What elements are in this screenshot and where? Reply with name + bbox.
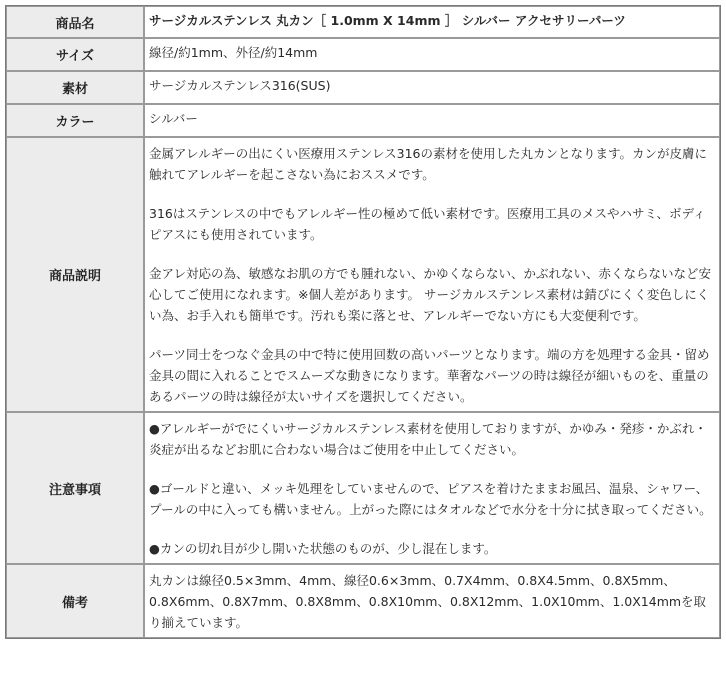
spec-label-size: サイズ xyxy=(6,38,144,71)
spec-label-remarks: 備考 xyxy=(6,564,144,638)
spec-row-remarks xyxy=(6,564,720,638)
product-spec-table xyxy=(5,5,721,639)
spec-value-description xyxy=(144,137,720,412)
spec-row-notes xyxy=(6,412,720,564)
description-paragraph: 316はステンレスの中でもアレルギー性の極めて低い素材です。医療用工具のメスやハサミ、ボディピアスにも使用されています。 xyxy=(149,206,706,242)
spec-value-size: 線径/約1mm、外径/約14mm xyxy=(144,38,720,71)
spec-row-size xyxy=(6,38,720,71)
spec-row-color xyxy=(6,104,720,137)
spec-label-description: 商品説明 xyxy=(6,137,144,412)
spec-label-name: 商品名 xyxy=(6,6,144,38)
spec-row-description xyxy=(6,137,720,412)
description-paragraph: 金アレ対応の為、敏感なお肌の方でも腫れない、かゆくならない、かぶれない、赤くならないなど安心してご使用になれます。※個人差があります。 サージカルステンレス素材は錆びにくく変色しにくい為、お手入れも簡単です。汚れも楽に落とせ、アレルギーでない方にも大変便利です。 xyxy=(149,266,712,323)
description-paragraph: 金属アレルギーの出にくい医療用ステンレス316の素材を使用した丸カンとなります。カンが皮膚に触れてアレルギーを起こさない為におススメです。 xyxy=(149,146,707,182)
description-paragraph: パーツ同士をつなぐ金具の中で特に使用回数の高いパーツとなります。端の方を処理する金具・留め金具の間に入れることでスムーズな動きになります。華奢なパーツの時は線径が細いものを、重量のあるパーツの時は線径が太いサイズを選択してください。 xyxy=(149,347,710,404)
spec-value-color: シルバー xyxy=(144,104,720,137)
spec-label-color: カラー xyxy=(6,104,144,137)
spec-value-notes xyxy=(144,412,720,564)
spec-label-notes: 注意事項 xyxy=(6,412,144,564)
notes-paragraph: ●ゴールドと違い、メッキ処理をしていませんので、ピアスを着けたままお風呂、温泉、シャワー、プールの中に入っても構いません。上がった際にはタオルなどで水分を十分に拭き取ってください。 xyxy=(149,481,712,517)
spec-value-remarks: 丸カンは線径0.5×3mm、4mm、線径0.6×3mm、0.7X4mm、0.8X4.5mm、0.8X5mm、0.8X6mm、0.8X7mm、0.8X8mm、0.8X10mm、0.8X12mm、1.0X10mm、1.0X14mmを取り揃えています。 xyxy=(144,564,720,638)
notes-paragraph: ●カンの切れ目が少し開いた状態のものが、少し混在します。 xyxy=(149,541,497,556)
notes-paragraph: ●アレルギーがでにくいサージカルステンレス素材を使用しておりますが、かゆみ・発疹・かぶれ・炎症が出るなどお肌に合わない場合はご使用を中止してください。 xyxy=(149,421,707,457)
spec-row-name xyxy=(6,6,720,38)
spec-label-material: 素材 xyxy=(6,71,144,104)
spec-value-material: サージカルステンレス316(SUS) xyxy=(144,71,720,104)
spec-value-name: サージカルステンレス 丸カン［ 1.0mm X 14mm ］ シルバー アクセサリーパーツ xyxy=(144,6,720,38)
spec-row-material xyxy=(6,71,720,104)
